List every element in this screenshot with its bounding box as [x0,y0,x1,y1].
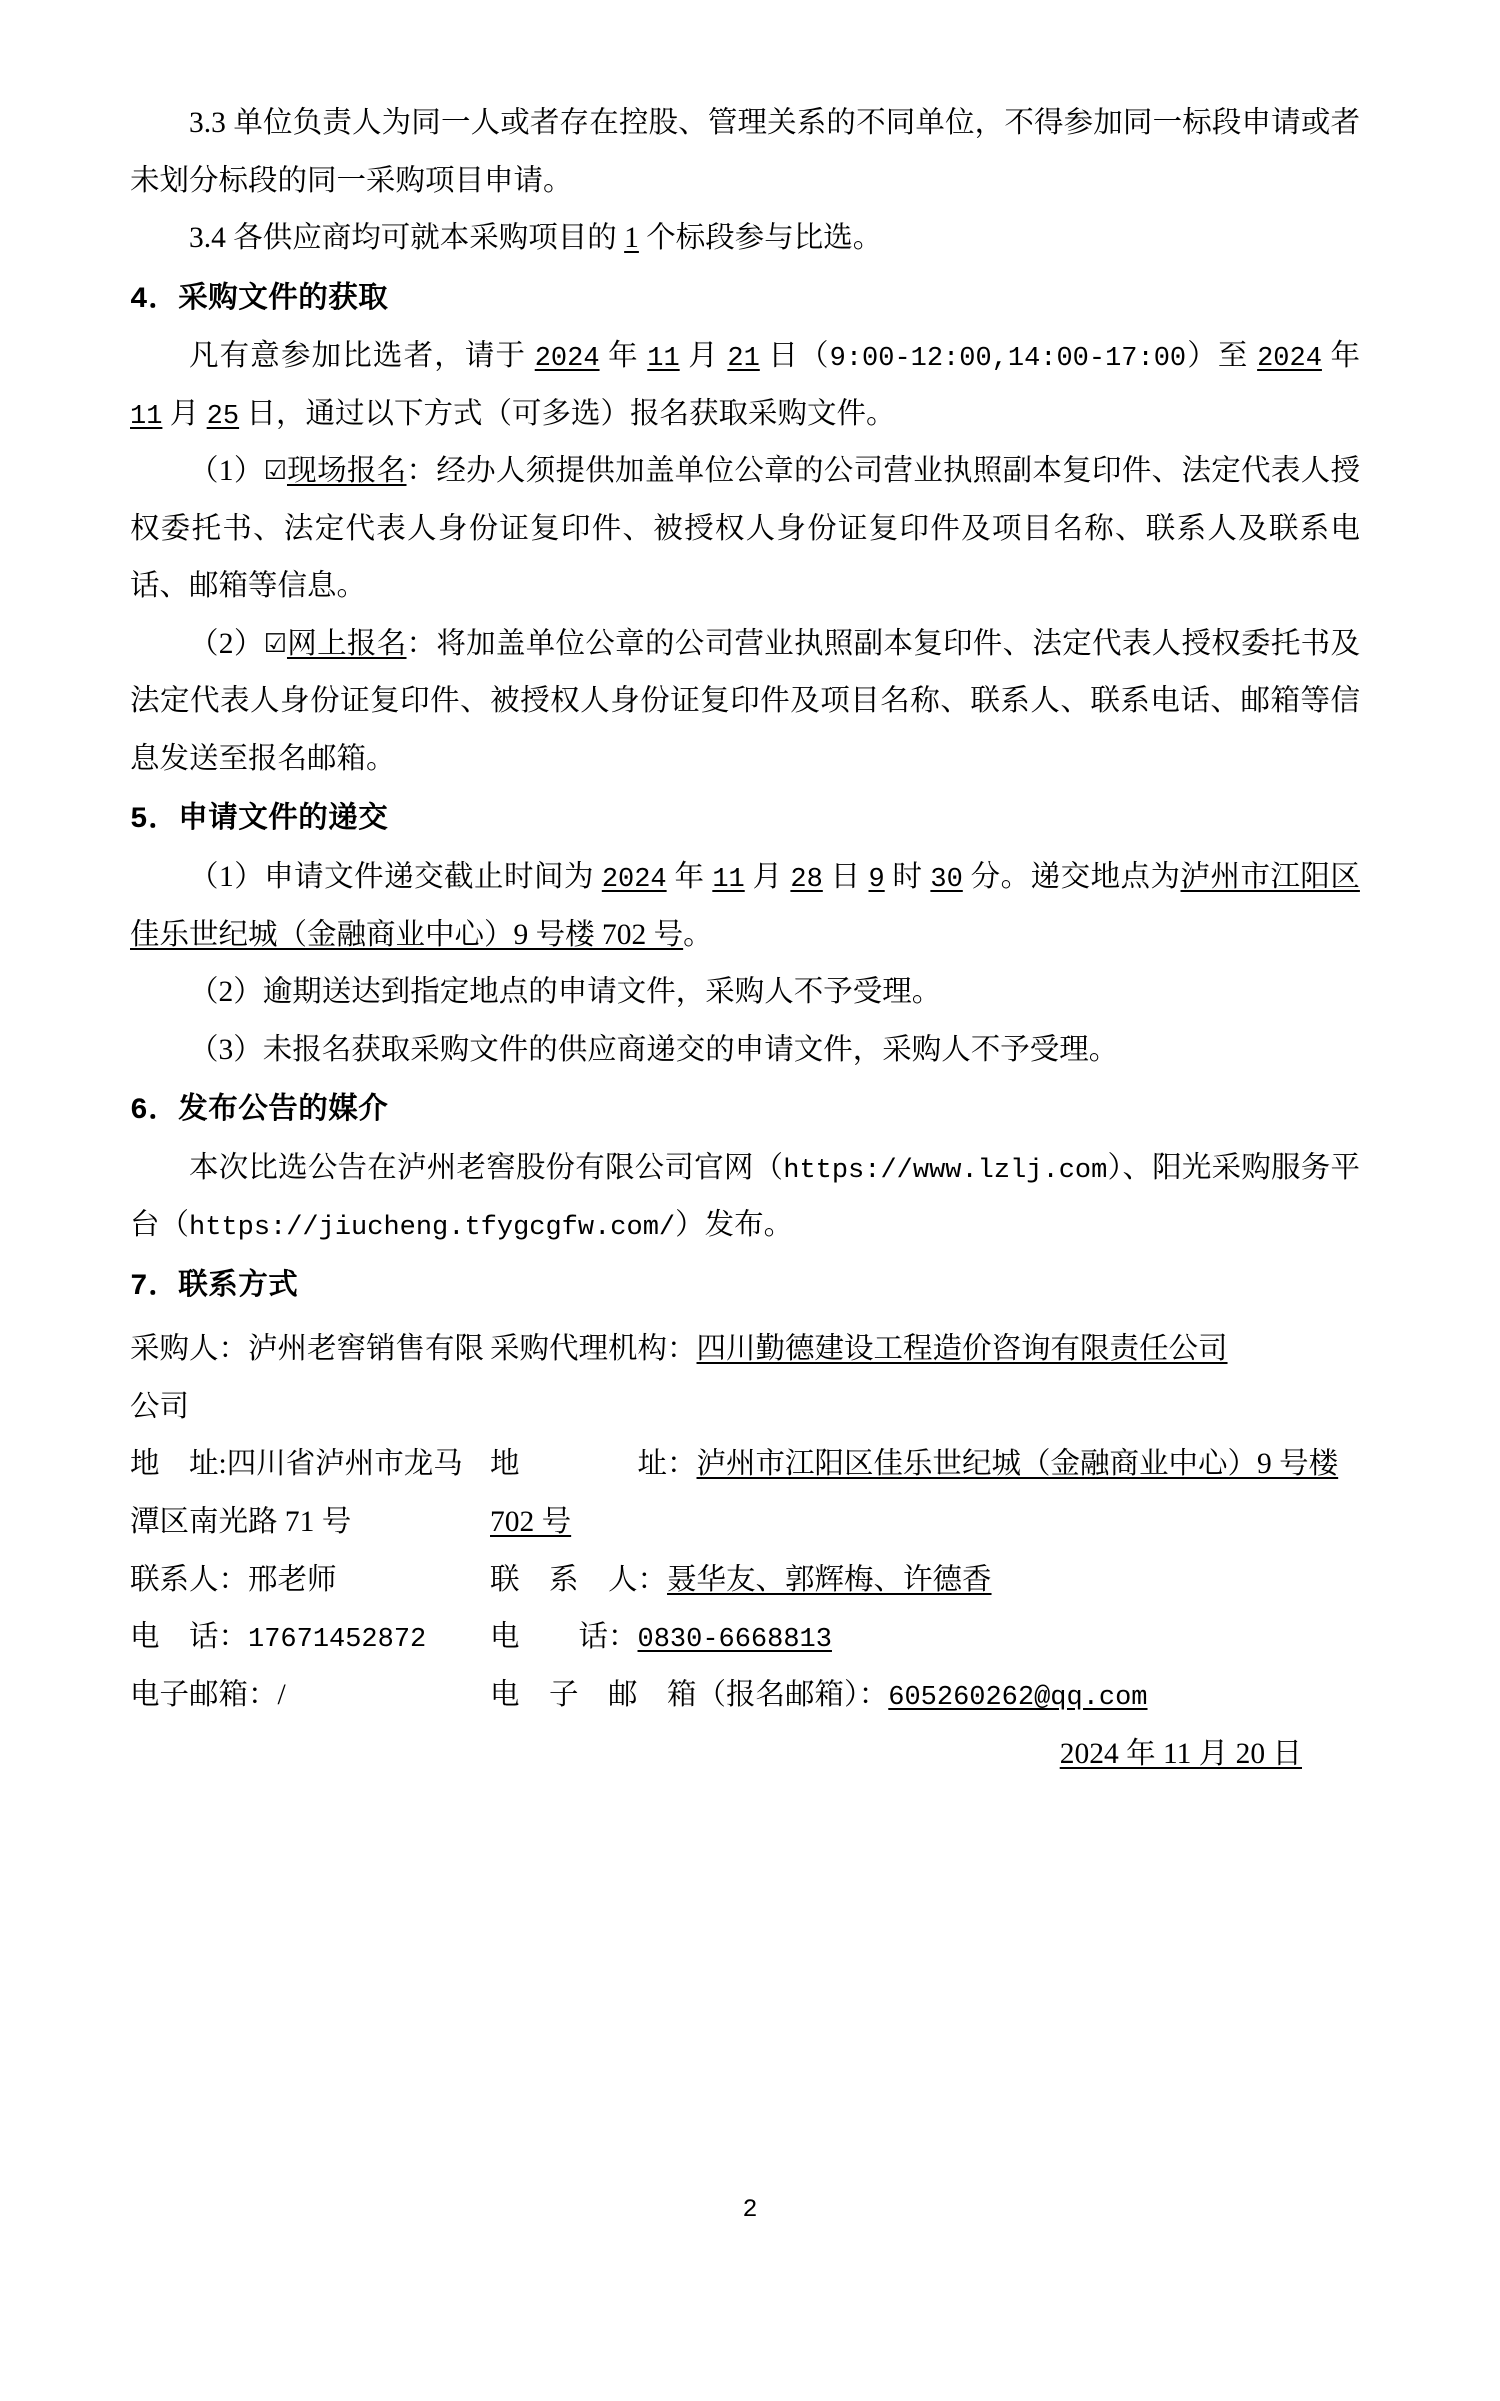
phone-label-right: 电 话： [490,1621,638,1654]
lzlj-website-url[interactable]: https://www.lzlj.com [783,1155,1108,1186]
submission-deadline-item [130,849,1360,964]
deadline-hour-unit: 时 [884,860,931,893]
email-cell-left [130,1667,490,1725]
clause-3-4-post: 个标段参与比选。 [638,222,883,255]
email-label-left: 电子邮箱： [130,1678,278,1711]
section-6-heading [130,1081,1360,1140]
contact-label-right: 联 系 人： [490,1563,668,1596]
section-7-heading [130,1257,1360,1316]
onsite-registration-label: 现场报名 [286,455,407,488]
phone-cell-left [130,1609,490,1667]
year-unit-2: 年 [1321,340,1360,373]
deadline-year: 2024 [601,864,667,895]
online-registration-text: ：将加盖单位公章的公司营业执照副本复印件、法定代表人授权委托书及法定代表人身份证复印件、被授权人身份证复印件及项目名称、联系人、联系电话、邮箱等信息发送至报名邮箱。 [130,627,1360,775]
registration-online-item [130,616,1360,789]
contact-row-person [130,1552,1360,1610]
start-date-day: 21 [727,344,760,375]
page-number: 2 [742,2195,758,2224]
contact-person-cell-left [130,1552,490,1610]
deadline-hour: 9 [868,864,885,895]
agent-cell [490,1321,1360,1379]
deadline-year-unit: 年 [666,860,713,893]
registration-onsite-item [130,443,1360,616]
phone-cell-right [490,1609,1360,1667]
section-7-number: 7． [130,1268,179,1303]
address-cell-right [490,1436,1360,1551]
agent-value: 四川勤德建设工程造价咨询有限责任公司 [696,1333,1228,1366]
end-date-month: 11 [130,401,163,432]
month-unit-1: 月 [679,340,728,373]
day-unit-1: 日（ [759,340,830,373]
deadline-text-a: （1）申请文件递交截止时间为 [189,860,602,893]
contact-row-email [130,1667,1360,1725]
section-4-paragraph-1 [130,328,1360,443]
sunshine-platform-url[interactable]: https://jiucheng.tfygcgfw.com/ [189,1213,676,1244]
email-value-right: 605260262@qq.com [888,1682,1148,1713]
section-7-title: 联系方式 [178,1268,299,1301]
acquire-text-c: 日，通过以下方式（可多选）报名获取采购文件。 [239,397,896,430]
section-6-paragraph [130,1140,1360,1255]
acquire-time-range: 9:00-12:00,14:00-17:00 [829,344,1187,375]
contact-person-cell-right [490,1552,1360,1610]
document-body [130,95,1360,1784]
start-date-month: 11 [647,344,680,375]
phone-value-right: 0830-6668813 [637,1625,832,1656]
clause-3-4-pre: 3.4 各供应商均可就本采购项目的 [189,222,625,255]
end-date-day: 25 [206,401,240,432]
acquire-text-b: ）至 [1186,340,1258,373]
year-unit-1: 年 [599,340,648,373]
contact-table [130,1321,1360,1783]
clause-3-4-lot-count: 1 [624,222,639,255]
start-date-year: 2024 [534,344,600,375]
media-text-a: 本次比选公告在泸州老窖股份有限公司官网（ [189,1151,784,1184]
submission-location: 泸州市江阳区佳乐世纪城（金融商业中心）9 号楼 702 号 [130,860,1360,951]
deadline-text-b: 分。递交地点为 [962,860,1181,893]
clause-3-4 [130,210,1360,268]
media-text-b: ）、阳光采购服务平台（ [130,1151,1360,1242]
deadline-month: 11 [712,864,745,895]
checkbox-checked-icon-online[interactable]: ☑ [263,628,287,659]
clause-3-3: 3.3 单位负责人为同一人或者存在控股、管理关系的不同单位，不得参加同一标段申请或者未划分标段的同一采购项目申请。 [130,107,1360,197]
deadline-text-c: 。 [683,918,713,951]
month-unit-2: 月 [162,397,207,430]
phone-label-left: 电 话： [130,1621,249,1654]
end-date-year: 2024 [1257,344,1322,375]
purchaser-value: 泸州老窖销售有限公司 [130,1333,485,1423]
contact-label-left: 联系人： [130,1563,249,1596]
address-cell-left [130,1436,490,1551]
phone-value-left: 17671452872 [248,1625,427,1656]
submission-item-2: （2）逾期送达到指定地点的申请文件，采购人不予受理。 [189,976,942,1009]
section-4-number: 4． [130,281,179,316]
online-registration-label: 网上报名 [286,627,407,660]
item-2-prefix: （2） [189,627,264,660]
purchaser-label: 采购人： [130,1333,249,1366]
deadline-month-unit: 月 [744,860,791,893]
contact-value-left: 邢老师 [248,1563,337,1596]
contact-value-right: 聂华友、郭辉梅、许德香 [667,1563,992,1596]
deadline-day: 28 [790,864,823,895]
item-1-prefix: （1） [189,455,264,488]
email-value-left: / [277,1678,286,1711]
section-5-title: 申请文件的递交 [178,802,389,835]
email-label-right: 电 子 邮 箱（报名邮箱）： [490,1678,889,1711]
signature-date-row [130,1726,1360,1784]
address-label-left: 地 址: [130,1448,227,1481]
purchaser-cell [130,1321,490,1436]
media-text-c: ）发布。 [675,1209,794,1242]
email-cell-right [490,1667,1360,1725]
checkbox-checked-icon-onsite[interactable]: ☑ [263,456,287,487]
section-6-number: 6． [130,1093,179,1128]
contact-row-organizations [130,1321,1360,1436]
section-4-heading [130,270,1360,329]
section-4-title: 采购文件的获取 [178,281,389,314]
deadline-day-unit: 日 [822,860,869,893]
section-6-title: 发布公告的媒介 [178,1093,389,1126]
address-value-left: 四川省泸州市龙马潭区南光路 71 号 [130,1448,463,1538]
section-5-heading [130,790,1360,849]
contact-row-address [130,1436,1360,1551]
submission-item-3: （3）未报名获取采购文件的供应商递交的申请文件，采购人不予受理。 [189,1033,1119,1066]
signature-date: 2024 年 11 月 20 日 [1059,1738,1302,1771]
acquire-text-a: 凡有意参加比选者，请于 [189,340,535,373]
onsite-registration-text: ：经办人须提供加盖单位公章的公司营业执照副本复印件、法定代表人授权委托书、法定代表人身份证复印件、被授权人身份证复印件及项目名称、联系人及联系电话、邮箱等信息。 [130,455,1360,603]
deadline-minute: 30 [930,864,963,895]
section-5-number: 5． [130,802,179,837]
address-value-right: 泸州市江阳区佳乐世纪城（金融商业中心）9 号楼 702 号 [490,1448,1339,1538]
address-label-right: 地 址： [490,1448,697,1481]
contact-row-phone [130,1609,1360,1667]
agent-label: 采购代理机构： [490,1333,697,1366]
